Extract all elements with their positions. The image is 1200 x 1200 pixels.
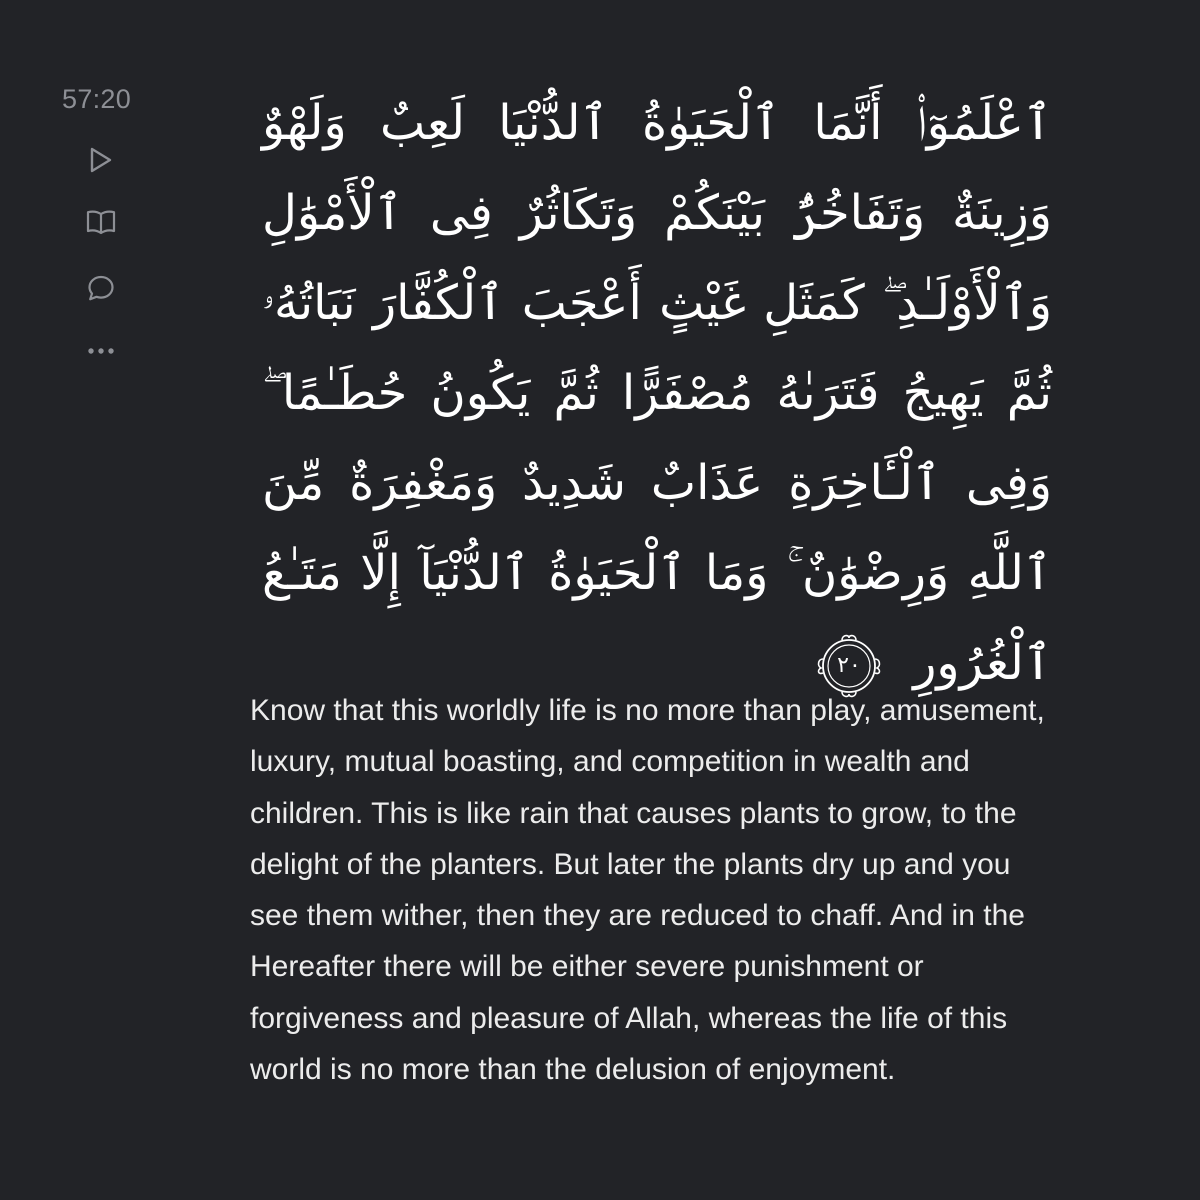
arabic-words: ٱعْلَمُوٓا۟ أَنَّمَا ٱلْحَيَوٰةُ ٱلدُّنْيَا لَعِبٌ وَلَهْوٌ وَزِينَةٌ وَتَفَاخُرٌۢ بَيْنَكُمْ وَتَكَاثُرٌ فِى ٱلْأَمْوَٰلِ وَٱلْأَوْلَـٰدِ ۖ كَمَثَلِ غَيْثٍ أَعْجَبَ ٱلْكُفَّارَ نَبَاتُهُۥ ثُمَّ يَهِيجُ فَتَرَىٰهُ مُصْفَرًّا ثُمَّ يَكُونُ حُطَـٰمًا ۖ وَفِى ٱلْـَٔاخِرَةِ عَذَابٌ شَدِيدٌ وَمَغْفِرَةٌ مِّنَ ٱللَّهِ وَرِضْوَٰنٌ ۚ وَمَا ٱلْحَيَوٰةُ ٱلدُّنْيَآ إِلَّا مَتَـٰعُ ٱلْغُرُورِ — [262, 95, 1053, 691]
more-button[interactable] — [80, 330, 122, 372]
verse-translation: Know that this worldly life is no more than play, amusement, luxury, mutual boasting, and competition in wealth and children. This is like rain that causes plants to grow, to the delight of the planters. But later the plants dry up and you see them wither, then they are reduced to chaff. And in the Hereafter there will be either severe punishment or forgiveness and pleasure of Allah, whereas the life of this world is no more than the delusion of enjoyment. — [250, 694, 1045, 1087]
tafsir-button[interactable] — [80, 201, 122, 243]
more-dots-icon — [86, 346, 116, 356]
ayah-number: ٢٠ — [837, 653, 861, 678]
chat-bubble-icon — [86, 273, 116, 303]
verse-key[interactable]: 57:20 — [62, 84, 132, 114]
arabic-verse-text — [262, 78, 1052, 708]
play-icon — [88, 146, 114, 174]
play-button[interactable] — [80, 139, 122, 181]
reflect-button[interactable] — [80, 267, 122, 309]
book-icon — [85, 208, 117, 236]
